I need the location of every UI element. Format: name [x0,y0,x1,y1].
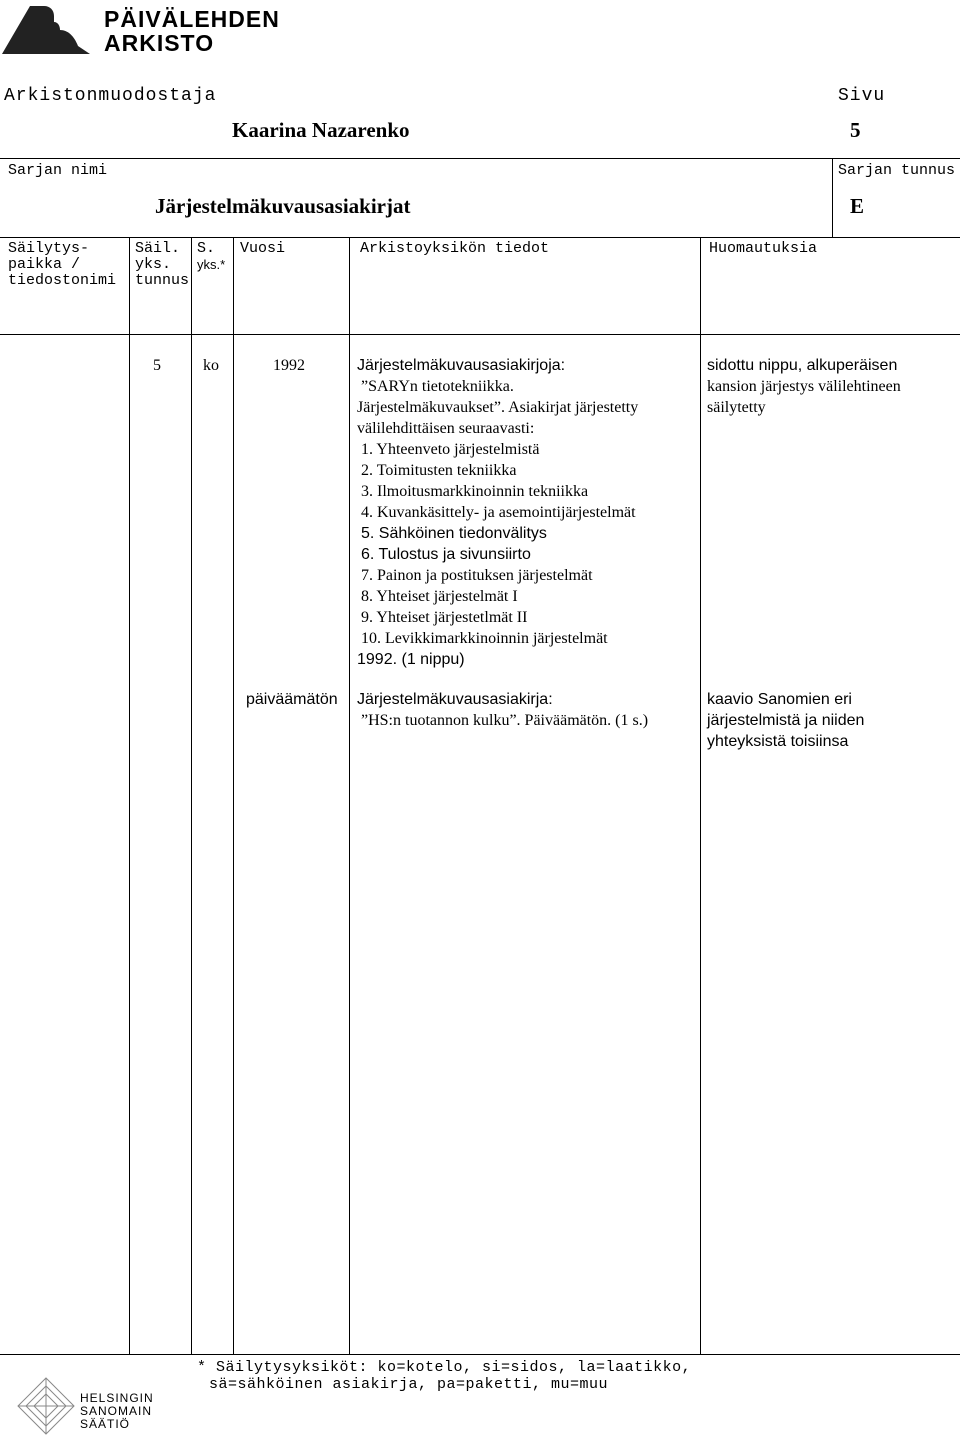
column-header-year: Vuosi [240,240,286,257]
divider-line [0,158,960,159]
column-header-notes: Huomautuksia [709,240,818,257]
divider-line [0,334,960,335]
archive-logo-icon [0,0,96,56]
entry-year: päiväämätön [246,691,338,708]
creator-label: Arkistonmuodostaja [4,86,217,106]
column-header-location: Säilytys- paikka / tiedostonimi [8,240,117,289]
divider-line [832,158,833,238]
foundation-name: HELSINGIN SANOMAIN SÄÄTIÖ [80,1391,154,1431]
column-header-description: Arkistoyksikön tiedot [360,240,550,257]
series-id: E [850,194,865,218]
divider-line [0,1354,960,1355]
series-name: Järjestelmäkuvausasiakirjat [155,194,411,218]
column-header-unit-type: S. yks.* [197,240,226,272]
entry-notes: sidottu nippu, alkuperäisen kansion järjestys välilehtineen säilytetty [707,357,901,416]
creator-name: Kaarina Nazarenko [232,118,410,142]
entry-unit-id: 5 [153,357,161,374]
page-label: Sivu [838,86,886,106]
brand-name-line2: ARKISTO [104,30,215,56]
series-name-label: Sarjan nimi [8,162,108,179]
column-rule [191,237,192,1354]
column-rule [349,237,350,1354]
entry-year: 1992 [273,357,305,374]
entry-unit-type: ko [203,357,219,374]
foundation-logo-icon [14,1374,78,1438]
entry-notes: kaavio Sanomien eri järjestelmistä ja niiden yhteyksistä toisiinsa [707,691,865,750]
divider-line [0,237,960,238]
entry-description: Järjestelmäkuvausasiakirjoja: ”SARYn tietotekniikka. Järjestelmäkuvaukset”. Asiakirjat järjestetty välilehdittäisen seuraavasti: 1. Yhteenveto järjestelmistä 2. Toimitusten tekniikka 3. Ilmoitusmarkkinoinnin tekniikka 4. Kuvankäsittely- ja asemointijärjestelmät 5. Sähköinen tiedonvälitys 6. Tulostus ja sivunsiirto 7. Painon ja postituksen järjestelmät 8. Yhteiset järjestelmät I 9. Yhteiset järjestetlmät II 10. Levikkimarkkinoinnin järjestelmät 1992. (1 nippu) [357,357,639,668]
entry-description: Järjestelmäkuvausasiakirja: ”HS:n tuotannon kulku”. Päiväämätön. (1 s.) [357,691,649,729]
series-id-label: Sarjan tunnus [838,162,956,179]
brand-name-line1: PÄIVÄLEHDEN [104,6,280,32]
column-header-unit-id: Säil. yks. tunnus [135,240,190,289]
column-rule [129,237,130,1354]
column-rule [233,237,234,1354]
footnote-unit-types: * Säilytysyksiköt: ko=kotelo, si=sidos, la=laatikko, sä=sähköinen asiakirja, pa=paketti, mu=muu [197,1359,692,1393]
page-number: 5 [850,118,861,142]
